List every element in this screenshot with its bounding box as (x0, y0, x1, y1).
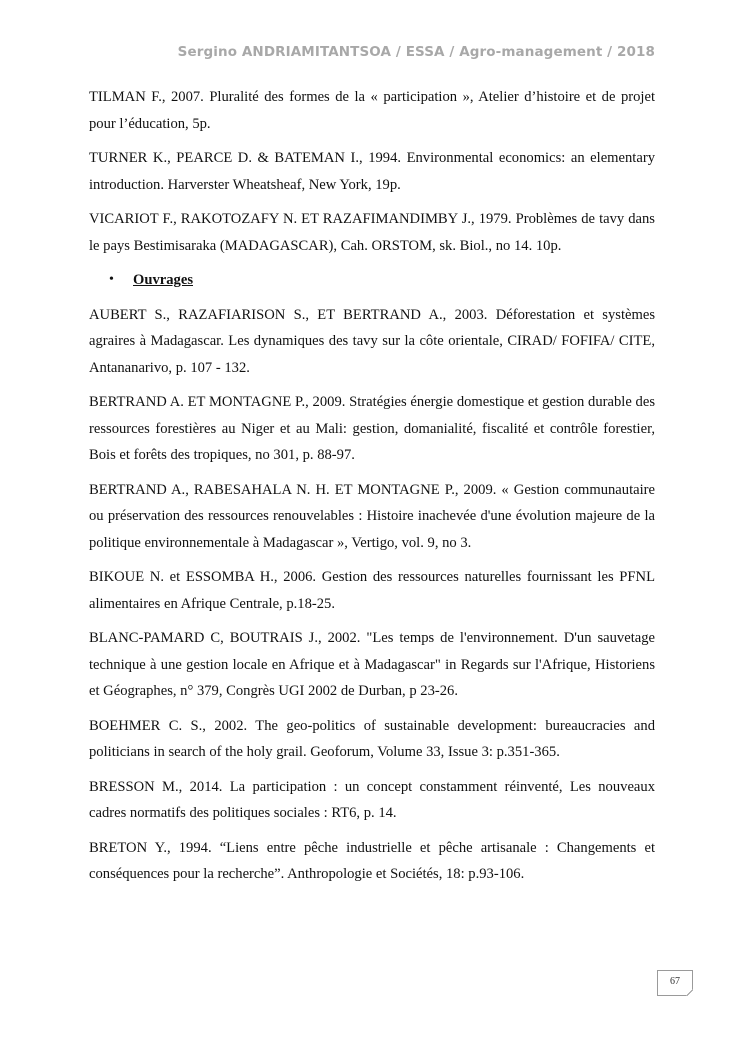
bibliography (89, 84, 655, 896)
page-header: Sergino ANDRIAMITANTSOA / ESSA / Agro-management / 2018 (177, 44, 655, 60)
reference-entry: BRETON Y., 1994. “Liens entre pêche industrielle et pêche artisanale : Changements et conséquences pour la recherche”. Anthropologie et Sociétés, 18: p.93-106. (89, 839, 655, 882)
section-heading-ouvrages (89, 267, 655, 294)
reference-entry: VICARIOT F., RAKOTOZAFY N. ET RAZAFIMANDIMBY J., 1979. Problèmes de tavy dans le pays Bestimisaraka (MADAGASCAR), Cah. ORSTOM, sk. Biol., no 14. 10p. (89, 211, 655, 254)
page-number: 67 (657, 970, 693, 996)
reference-entry: BOEHMER C. S., 2002. The geo-politics of sustainable development: bureaucracies and politicians in search of the holy grail. Geoforum, Volume 33, Issue 3: p.351-365. (89, 717, 655, 760)
reference-entry: BRESSON M., 2014. La participation : un concept constamment réinventé, Les nouveaux cadres normatifs des politiques sociales : RT6, p. 14. (89, 778, 655, 821)
section-title: Ouvrages (133, 272, 193, 288)
reference-entry: BLANC-PAMARD C, BOUTRAIS J., 2002. "Les temps de l'environnement. D'un sauvetage technique à une gestion locale en Afrique et à Madagascar" in Regards sur l'Afrique, Historiens et Géographes, n° 379, Congrès UGI 2002 de Durban, p 23-26. (89, 630, 655, 699)
reference-entry: BERTRAND A. ET MONTAGNE P., 2009. Stratégies énergie domestique et gestion durable des ressources forestières au Niger et au Mali: gestion, domanialité, fiscalité et contrôle forestier, Bois et forêts des tropiques, no 301, p. 88-97. (89, 394, 655, 463)
bullet-icon: • (109, 272, 114, 287)
reference-entry: TURNER K., PEARCE D. & BATEMAN I., 1994. Environmental economics: an elementary introduction. Harverster Wheatsheaf, New York, 19p. (89, 150, 655, 193)
reference-entry: BERTRAND A., RABESAHALA N. H. ET MONTAGNE P., 2009. « Gestion communautaire ou préservation des ressources renouvelables : Histoire inachevée d'une évolution majeure de la politique environnementale à Madagascar », Vertigo, vol. 9, no 3. (89, 481, 655, 551)
reference-entry: TILMAN F., 2007. Pluralité des formes de la « participation », Atelier d’histoire et de projet pour l’éducation, 5p. (89, 89, 655, 132)
reference-entry: BIKOUE N. et ESSOMBA H., 2006. Gestion des ressources naturelles fournissant les PFNL alimentaires en Afrique Centrale, p.18-25. (89, 569, 655, 612)
reference-entry: AUBERT S., RAZAFIARISON S., ET BERTRAND A., 2003. Déforestation et systèmes agraires à Madagascar. Les dynamiques des tavy sur la côte orientale, CIRAD/ FOFIFA/ CITE, Antananarivo, p. 107 - 132. (89, 306, 655, 376)
